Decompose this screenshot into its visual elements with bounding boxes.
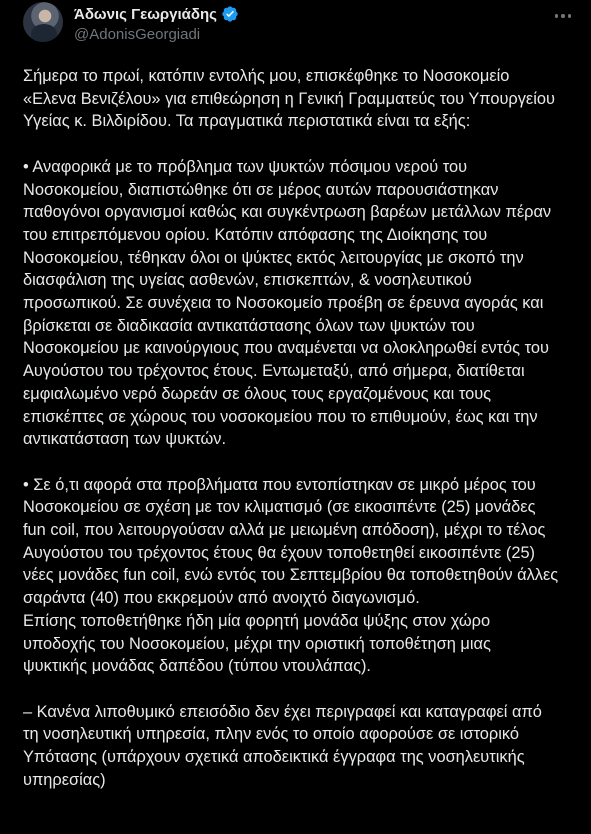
text-line: σαράντα (40) που εκκρεμούν από ανοιχτό διαγωνισμό. [23, 589, 420, 608]
text-line: Υπότασης (υπάρχουν σχετικά αποδεικτικά έγγραφα της νοσηλευτικής [23, 748, 525, 767]
text-line: – Κανένα λιποθυμικό επεισόδιο δεν έχει περιγραφεί και καταγραφεί από [23, 702, 542, 721]
text-line: τη νοσηλευτική υπηρεσία, πλην ενός το οποίο αφορούσε σε ιστορικό [23, 725, 520, 744]
text-line: του επιτρεπόμενου ορίου. Κατόπιν απόφασης της Διοίκησης του [23, 225, 488, 244]
text-line: Αυγούστου του τρέχοντος έτους θα έχουν τοποθετηθεί εικοσιπέντε (25) [23, 543, 536, 562]
text-line: Νοσοκομείου, τέθηκαν όλοι οι ψύκτες εκτός λειτουργίας με σκοπό την [23, 248, 524, 267]
text-line: fun coil, που λειτουργούσαν αλλά με μειωμένη απόδοση), μέχρι το τέλος [23, 521, 546, 540]
text-line: νέες μονάδες fun coil, ενώ εντός του Σεπτεμβρίου θα τοποθετηθούν άλλες [23, 566, 559, 585]
avatar[interactable] [23, 2, 63, 42]
tweet-paragraph [23, 65, 583, 133]
text-line: Νοσοκομείου με καινούργιους που αναμένεται να ολοκληρωθεί εντός του [23, 339, 549, 358]
text-line: • Σε ό,τι αφορά στα προβλήματα που εντοπίστηκαν σε μικρό μέρος του [23, 475, 536, 494]
name-row [74, 4, 239, 24]
display-name[interactable]: Άδωνις Γεωργιάδης [74, 5, 217, 23]
text-line: Αυγούστου του τρέχοντος έτους. Εντωμεταξύ, από σήμερα, διατίθεται [23, 362, 525, 381]
text-line: επισκέπτες σε χώρους του νοσοκομείου που το επιθυμούν, έως και την [23, 407, 538, 426]
tweet-header [12, 0, 579, 56]
author-block [74, 4, 239, 43]
text-line: παθογόνοι οργανισμοί καθώς και συγκέντρωση βαρέων μετάλλων πέραν [23, 203, 552, 222]
text-line: Νοσοκομείου, διαπιστώθηκε ότι σε μέρος αυτών παρουσιάστηκαν [23, 180, 499, 199]
verified-badge-icon [221, 5, 239, 23]
tweet-paragraph [23, 474, 583, 678]
tweet-paragraph [23, 701, 583, 792]
text-line: Σήμερα το πρωί, κατόπιν εντολής μου, επισκέφθηκε το Νοσοκομείο [23, 67, 510, 85]
text-line: ψυκτικής μονάδας δαπέδου (τύπου ντουλάπας). [23, 657, 371, 676]
text-line: «Ελενα Βενιζέλου» για επιθεώρηση η Γενική Γραμματεύς του Υπουργείου [23, 89, 555, 108]
user-handle[interactable]: @AdonisGeorgiadi [74, 26, 201, 43]
text-line: • Αναφορικά με το πρόβλημα των ψυκτών πόσιμου νερού του [23, 157, 468, 176]
text-line: διασφάλιση της υγείας ασθενών, επισκεπτών, & νοσηλευτικού [23, 271, 472, 290]
more-options-icon[interactable] [551, 8, 575, 24]
text-line: βρίσκεται σε διαδικασία αντικατάστασης όλων των ψυκτών του [23, 316, 475, 335]
text-line: εμφιαλωμένο νερό δωρεάν σε όλους τους εργαζομένους και τους [23, 384, 492, 403]
text-line: Υγείας κ. Βιλδιρίδου. Τα πραγματικά περιστατικά είναι τα εξής: [23, 112, 471, 131]
text-line: Επίσης τοποθετήθηκε ήδη μία φορητή μονάδα ψύξης στον χώρο [23, 611, 491, 630]
tweet-paragraph [23, 156, 583, 451]
text-line: Νοσοκομείου σε σχέση με τον κλιματισμό (σε εικοσιπέντε (25) μονάδες [23, 498, 536, 517]
text-line: υποδοχής του Νοσοκομείου, μέχρι την οριστική τοποθέτηση μιας [23, 634, 491, 653]
tweet-text [12, 65, 583, 791]
text-line: υπηρεσίας) [23, 770, 106, 789]
text-line: αντικατάσταση των ψυκτών. [23, 430, 227, 449]
text-line: προσωπικού. Σε συνέχεια το Νοσοκομείο προέβη σε έρευνα αγοράς και [23, 294, 544, 313]
